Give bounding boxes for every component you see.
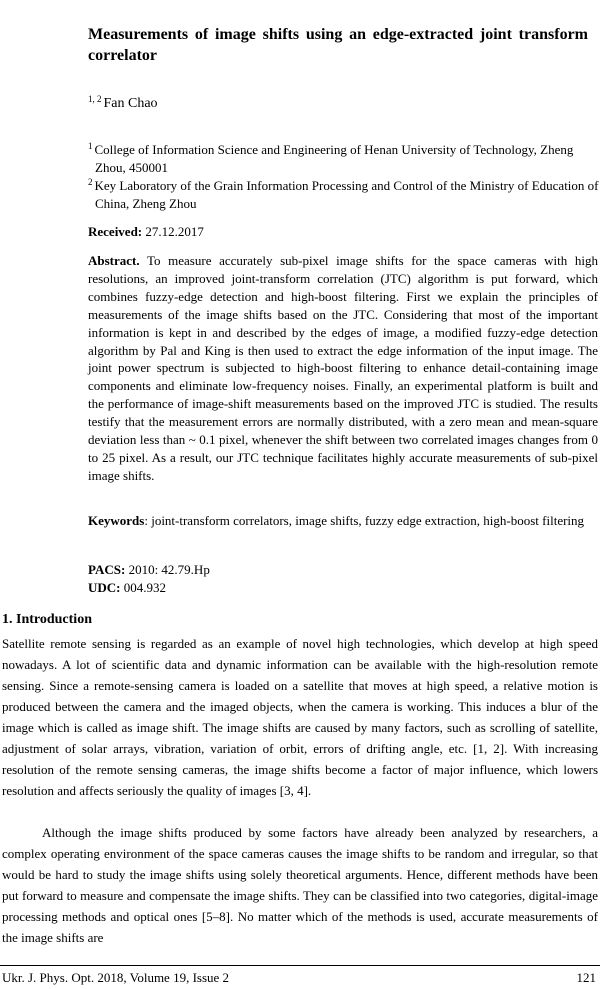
udc-value: 004.932 — [123, 580, 166, 595]
affiliation-1-text: College of Information Science and Engineering of Henan University of Technology, Zheng Zhou, 450001 — [94, 142, 574, 175]
abstract — [88, 252, 598, 485]
pacs-label: PACS: — [88, 562, 126, 577]
pacs-code — [88, 562, 210, 578]
affiliation-2 — [88, 173, 600, 213]
paper-title: Measurements of image shifts using an edge-extracted joint transform correlator — [88, 26, 588, 64]
keywords-label: Keywords — [88, 513, 145, 528]
author-line — [88, 94, 158, 112]
received-label: Received: — [88, 224, 143, 239]
affiliation-1 — [88, 137, 600, 177]
udc-code — [88, 580, 166, 596]
udc-label: UDC: — [88, 580, 121, 595]
section-heading-introduction: 1. Introduction — [2, 612, 92, 627]
pacs-value: 2010: 42.79.Hp — [128, 562, 210, 577]
keywords-text: : joint-transform correlators, image shifts, fuzzy edge extraction, high-boost filtering — [144, 513, 585, 528]
paragraph-1: Satellite remote sensing is regarded as an example of novel high technologies, which develop at high speed nowadays. A lot of scientific data and dynamic information can be available with the high-resolution remote sensing. Since a remote-sensing camera is loaded on a satellite that moves at high speed, a relative motion is produced between the camera and the imaged objects, when the camera is working. This induces a blur of the image which is called as image shift. The image shifts are caused by many factors, such as scrolling of satellite, adjustment of solar arrays, vibration, variation of orbit, errors of drifting angle, etc. [1, 2]. With increasing resolution of the remote sensing cameras, the image shifts become a factor of major influence, which lowers resolution and affects seriously the quality of images [3, 4]. — [2, 636, 598, 798]
footer-page-number: 121 — [576, 970, 596, 985]
received-value: 27.12.2017 — [145, 224, 204, 239]
paragraph-2: Although the image shifts produced by some factors have already been analyzed by researchers, a complex operating environment of the space cameras causes the image shifts to be random and irregular, so that would be hard to study the image shifts using solely theoretical arguments. Hence, different methods have been put forward to measure and compensate the image shifts. They can be classified into two categories, digital-image processing methods and optical ones [5–8]. No matter which of the methods is used, accurate measurements of the image shifts are — [2, 825, 598, 945]
footer-divider — [0, 965, 600, 966]
author-name: Fan Chao — [103, 96, 158, 111]
received-date — [88, 224, 204, 240]
footer-journal: Ukr. J. Phys. Opt. 2018, Volume 19, Issue 2 — [2, 970, 230, 985]
affiliation-2-superscript: 2 — [88, 177, 93, 187]
affiliation-2-text: Key Laboratory of the Grain Information Processing and Control of the Ministry of Education of China, Zheng Zhou — [94, 178, 599, 211]
abstract-text: To measure accurately sub-pixel image shifts for the space cameras with high resolutions, an improved joint-transform correlation (JTC) algorithm is put forward, which combines fuzzy-edge detection and high-boost filtering. First we explain the principles of measurements of the image shifts based on the JTC. Considering that most of the important information is kept in and described by the edges of image, a modified fuzzy-edge detection algorithm by Pal and King is then used to extract the edge information of the input image. The joint power spectrum is subjected to high-boost filtering to enhance detail-containing image components and eliminate low-frequency noises. Finally, an experimental platform is built and the performance of image-shift measurements based on the improved JTC is studied. The results testify that the measurement errors are normally distributed, with a zero mean and mean-square deviation less than ~ 0.1 pixel, whenever the shift between two correlated images changes from 0 to 25 pixel. As a result, our JTC technique facilitates highly accurate measurements of sub-pixel image shifts. — [88, 253, 598, 483]
author-superscript: 1, 2 — [88, 94, 102, 104]
keywords — [88, 512, 598, 530]
affiliation-1-superscript: 1 — [88, 141, 93, 151]
abstract-label: Abstract. — [88, 253, 140, 268]
